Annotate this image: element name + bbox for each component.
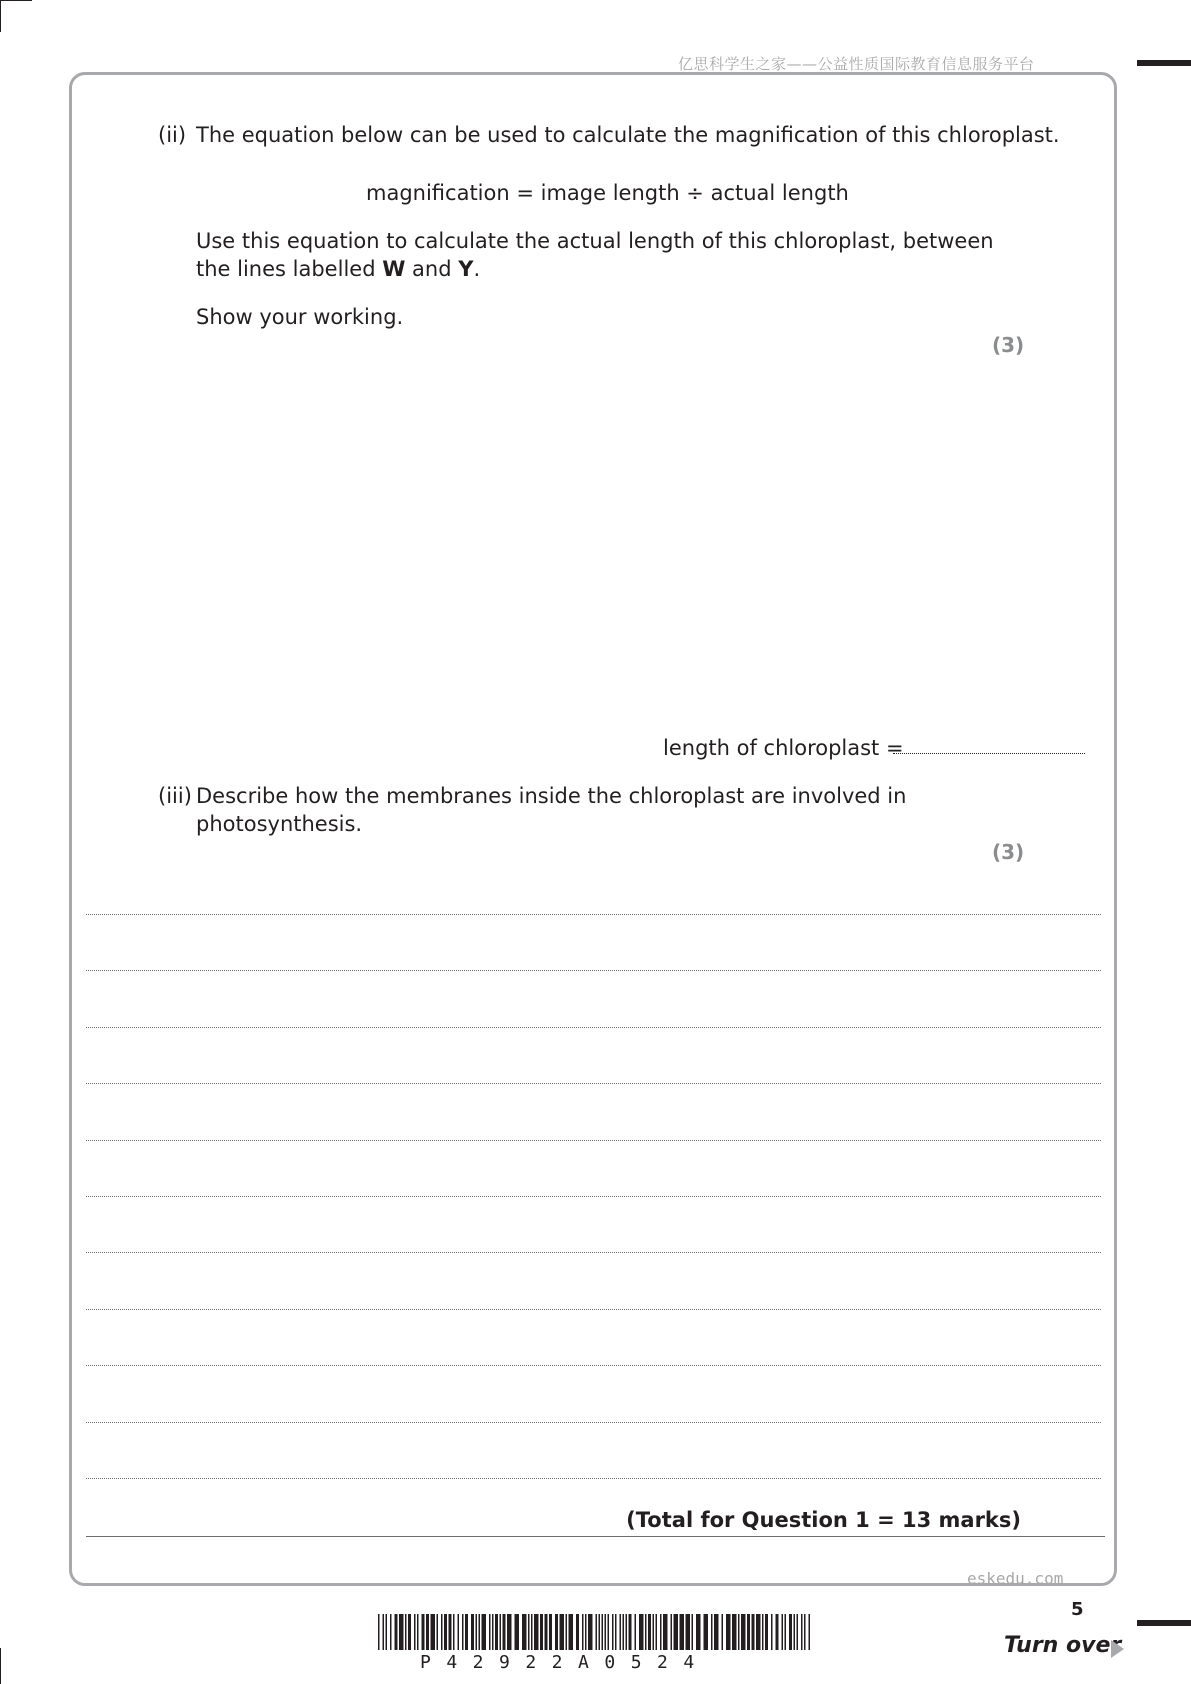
q3-marks: (3) [992, 840, 1025, 864]
crop-mark [0, 1648, 1, 1684]
answer-line[interactable] [86, 1140, 1101, 1141]
answer-line[interactable] [86, 1027, 1101, 1028]
watermark-bottom: eskedu.com [967, 1569, 1064, 1588]
label-y: Y [458, 257, 474, 281]
q2-instruction-line1: Use this equation to calculate the actual length of this chloroplast, between [196, 229, 994, 253]
q2-instruction-pre: the lines labelled [196, 257, 383, 281]
margin-bar [1137, 1620, 1191, 1626]
answer-line[interactable] [86, 914, 1101, 915]
answer-label: length of chloroplast = [663, 736, 904, 760]
turn-over-text: Turn over [1004, 1633, 1122, 1658]
magnification-equation: magnification = image length ÷ actual length [366, 181, 849, 205]
q2-label: (ii) [158, 123, 187, 147]
answer-line[interactable] [86, 1422, 1101, 1423]
margin-bar [1137, 60, 1191, 66]
period: . [473, 257, 481, 281]
q3-line1: Describe how the membranes inside the chloroplast are involved in [196, 784, 907, 808]
answer-input-line[interactable] [893, 753, 1085, 754]
page-number: 5 [1071, 1599, 1084, 1620]
answer-line[interactable] [86, 1365, 1101, 1366]
and-text: and [405, 257, 459, 281]
barcode [378, 1614, 812, 1650]
q2-marks: (3) [992, 333, 1025, 357]
answer-line[interactable] [86, 1196, 1101, 1197]
answer-line[interactable] [86, 1083, 1101, 1084]
q3-line2: photosynthesis. [196, 812, 363, 836]
turn-over-arrow-icon [1111, 1640, 1124, 1658]
q3-label: (iii) [158, 784, 192, 808]
answer-line[interactable] [86, 1309, 1101, 1310]
label-w: W [382, 257, 406, 281]
divider [86, 1536, 1105, 1537]
crop-mark [0, 0, 1, 32]
barcode-text: P42922A0524 [420, 1652, 710, 1673]
watermark-top: 亿思科学生之家——公益性质国际教育信息服务平台 [678, 55, 1035, 73]
answer-line[interactable] [86, 1252, 1101, 1253]
total-marks: (Total for Question 1 = 13 marks) [626, 1508, 1021, 1532]
q2-intro: The equation below can be used to calculate the magnification of this chloroplast. [196, 123, 1060, 147]
answer-line[interactable] [86, 1478, 1101, 1479]
q2-instruction-line2 [196, 255, 480, 283]
show-working: Show your working. [196, 305, 404, 329]
answer-line[interactable] [86, 970, 1101, 971]
crop-mark [0, 0, 32, 1]
